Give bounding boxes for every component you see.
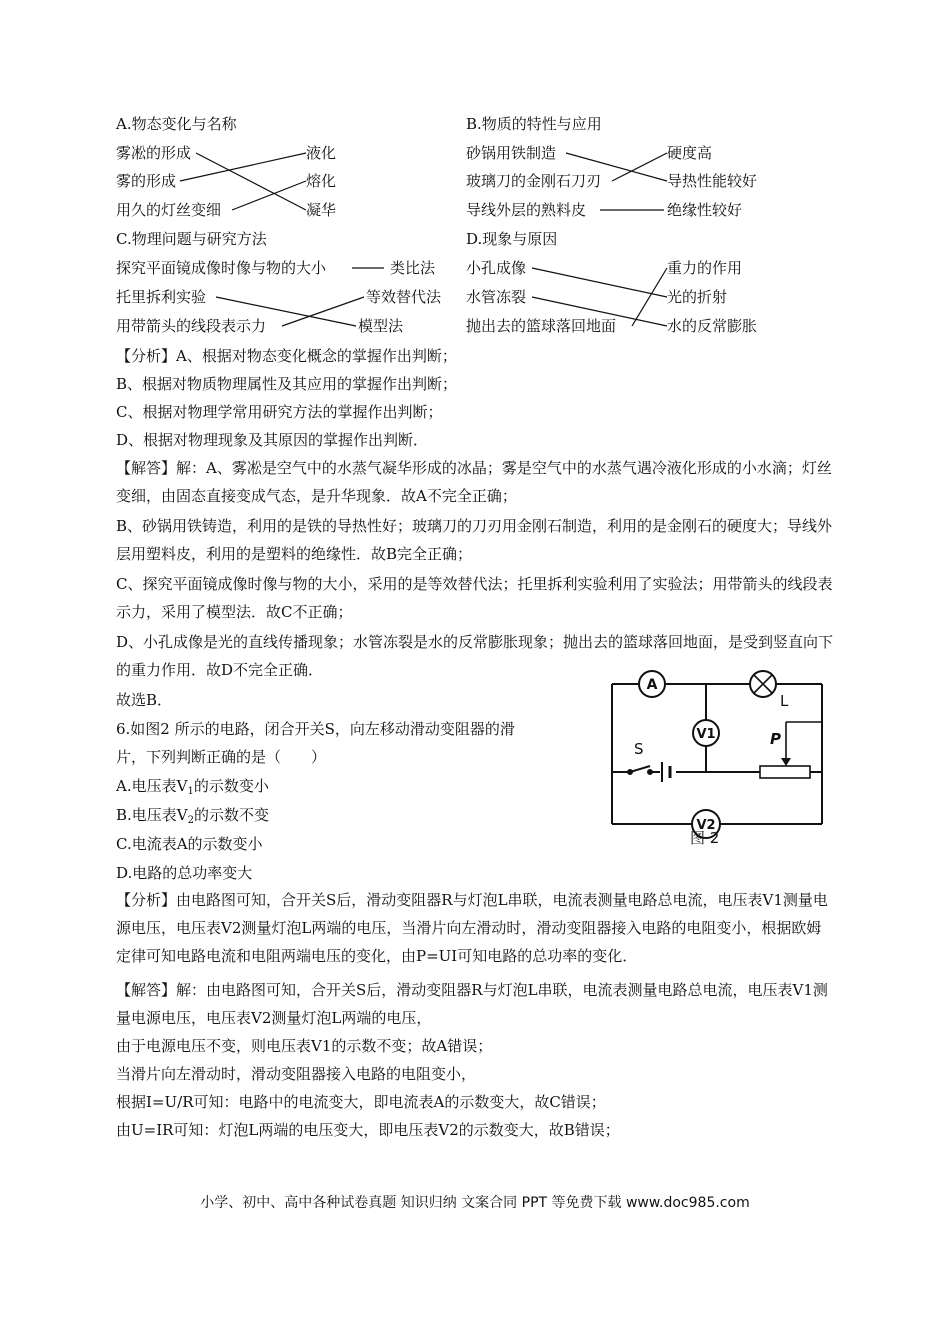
a-left-1: 雾凇的形成 [116, 144, 192, 162]
a-left-2: 雾的形成 [116, 172, 177, 190]
a-line-3 [232, 181, 306, 210]
q5-analysis-2: B、根据对物质物理属性及其应用的掌握作出判断； [116, 375, 458, 393]
circuit-diagram [600, 662, 840, 862]
c-line-3 [282, 297, 364, 326]
d-right-1: 重力的作用 [667, 259, 743, 277]
b-left-3: 导线外层的熟料皮 [466, 201, 587, 219]
c-right-2: 等效替代法 [366, 288, 442, 306]
d-left-3: 抛出去的篮球落回地面 [466, 317, 617, 335]
ammeter-label: A [646, 677, 658, 693]
q6-option-b: B.电压表$V_2$的示数不变 [116, 806, 270, 826]
c-line-2 [216, 297, 356, 326]
b-right-1: 硬度高 [667, 144, 713, 162]
b-line-2 [612, 153, 667, 181]
q5-answer-b: B、砂锅用铁铸造，利用的是铁的导热性好；玻璃刀的刀刃用金刚石制造，利用的是金刚石的硬度大；导线外层用塑料皮，利用的是塑料的绝缘性．故B完全正确； [116, 517, 833, 563]
q6-option-d: D.电路的总功率变大 [116, 864, 253, 882]
d-right-2: 光的折射 [667, 288, 728, 306]
a-right-1: 液化 [306, 144, 337, 162]
a-line-1 [196, 153, 306, 210]
q5-analysis-3: C、根据对物理学常用研究方法的掌握作出判断； [116, 403, 443, 421]
v1-label: V1 [696, 727, 716, 742]
a-left-3: 用久的灯丝变细 [116, 201, 222, 219]
d-right-3: 水的反常膨胀 [667, 317, 758, 335]
q5-choose: 故选B． [116, 691, 173, 709]
switch-label: S [634, 740, 644, 758]
q6-option-c: C.电流表A的示数变小 [116, 835, 263, 853]
figure-caption: 图 2 [690, 829, 720, 847]
b-right-3: 绝缘性较好 [667, 201, 743, 219]
section-c-title: C.物理问题与研究方法 [116, 230, 267, 248]
q5-answer-d: D、小孔成像是光的直线传播现象；水管冻裂是水的反常膨胀现象；抛出去的篮球落回地面，是受到竖直向下的重力作用．故D不完全正确． [116, 633, 834, 679]
q6-stem-1: 6.如图2 所示的电路，闭合开关S，向左移动滑动变阻器的滑 [116, 720, 515, 738]
c-left-3: 用带箭头的线段表示力 [116, 317, 267, 335]
section-b-title: B.物质的特性与应用 [466, 115, 602, 133]
q6-answer-5: 由U=IR可知：灯泡L两端的电压变大，即电压表V2的示数变大，故B错误； [116, 1121, 620, 1139]
lamp-label: L [780, 692, 789, 710]
b-right-2: 导热性能较好 [667, 172, 758, 190]
c-left-1: 探究平面镜成像时像与物的大小 [116, 259, 327, 277]
a-right-3: 凝华 [306, 201, 337, 219]
slider-label: P [770, 730, 781, 748]
q5-answer-a: 【解答】解：A、雾凇是空气中的水蒸气凝华形成的冰晶；雾是空气中的水蒸气遇冷液化形成的小水滴；灯丝变细，由固态直接变成气态，是升华现象．故A不完全正确； [116, 459, 832, 505]
a-right-2: 熔化 [306, 172, 337, 190]
d-line-3 [632, 268, 667, 326]
q6-answer-4: 根据I=U/R可知：电路中的电流变大，即电流表A的示数变大，故C错误； [116, 1093, 606, 1111]
d-left-2: 水管冻裂 [466, 288, 527, 306]
q6-answer-3: 当滑片向左滑动时，滑动变阻器接入电路的电阻变小， [116, 1065, 477, 1083]
d-line-1 [532, 268, 667, 297]
q6-analysis: 【分析】由电路图可知，合开关S后，滑动变阻器R与灯泡L串联，电流表测量电路总电流，电压表V1测量电源电压，电压表V2测量灯泡L两端的电压，当滑片向左滑动时，滑动变阻器接入电路的电阻变小，根据欧姆定律可知电路电流和电阻两端电压的变化，由P=UI可知电路的总功率的变化． [116, 891, 828, 965]
q5-answer-c: C、探究平面镜成像时像与物的大小，采用的是等效替代法；托里拆利实验利用了实验法；用带箭头的线段表示力，采用了模型法．故C不正确； [116, 575, 833, 621]
b-left-2: 玻璃刀的金刚石刀刃 [466, 172, 602, 190]
q5-analysis-1: 【分析】A、根据对物态变化概念的掌握作出判断； [116, 347, 457, 365]
b-left-1: 砂锅用铁制造 [466, 144, 557, 162]
c-right-1: 类比法 [390, 259, 436, 277]
section-d-title: D.现象与原因 [466, 230, 558, 248]
q6-option-a: A.电压表$V_1$的示数变小 [116, 777, 269, 797]
page-footer: 小学、初中、高中各种试卷真题 知识归纳 文案合同 PPT 等免费下载 www.doc985.com [200, 1195, 750, 1211]
q6-stem-2: 片，下列判断正确的是（ ） [116, 748, 327, 766]
v2-label: V2 [696, 818, 716, 833]
c-left-2: 托里拆利实验 [116, 288, 207, 306]
matching-lines [0, 0, 950, 360]
b-line-1 [566, 153, 667, 181]
section-a-title: A.物态变化与名称 [116, 115, 237, 133]
q5-analysis-4: D、根据对物理现象及其原因的掌握作出判断． [116, 431, 429, 449]
c-right-3: 模型法 [358, 317, 404, 335]
q6-answer-1: 【解答】解：由电路图可知，合开关S后，滑动变阻器R与灯泡L串联，电流表测量电路总电流，电压表V1测量电源电压，电压表V2测量灯泡L两端的电压， [116, 981, 828, 1027]
d-left-1: 小孔成像 [466, 259, 527, 277]
q6-answer-2: 由于电源电压不变，则电压表V1的示数不变；故A错误； [116, 1037, 493, 1055]
